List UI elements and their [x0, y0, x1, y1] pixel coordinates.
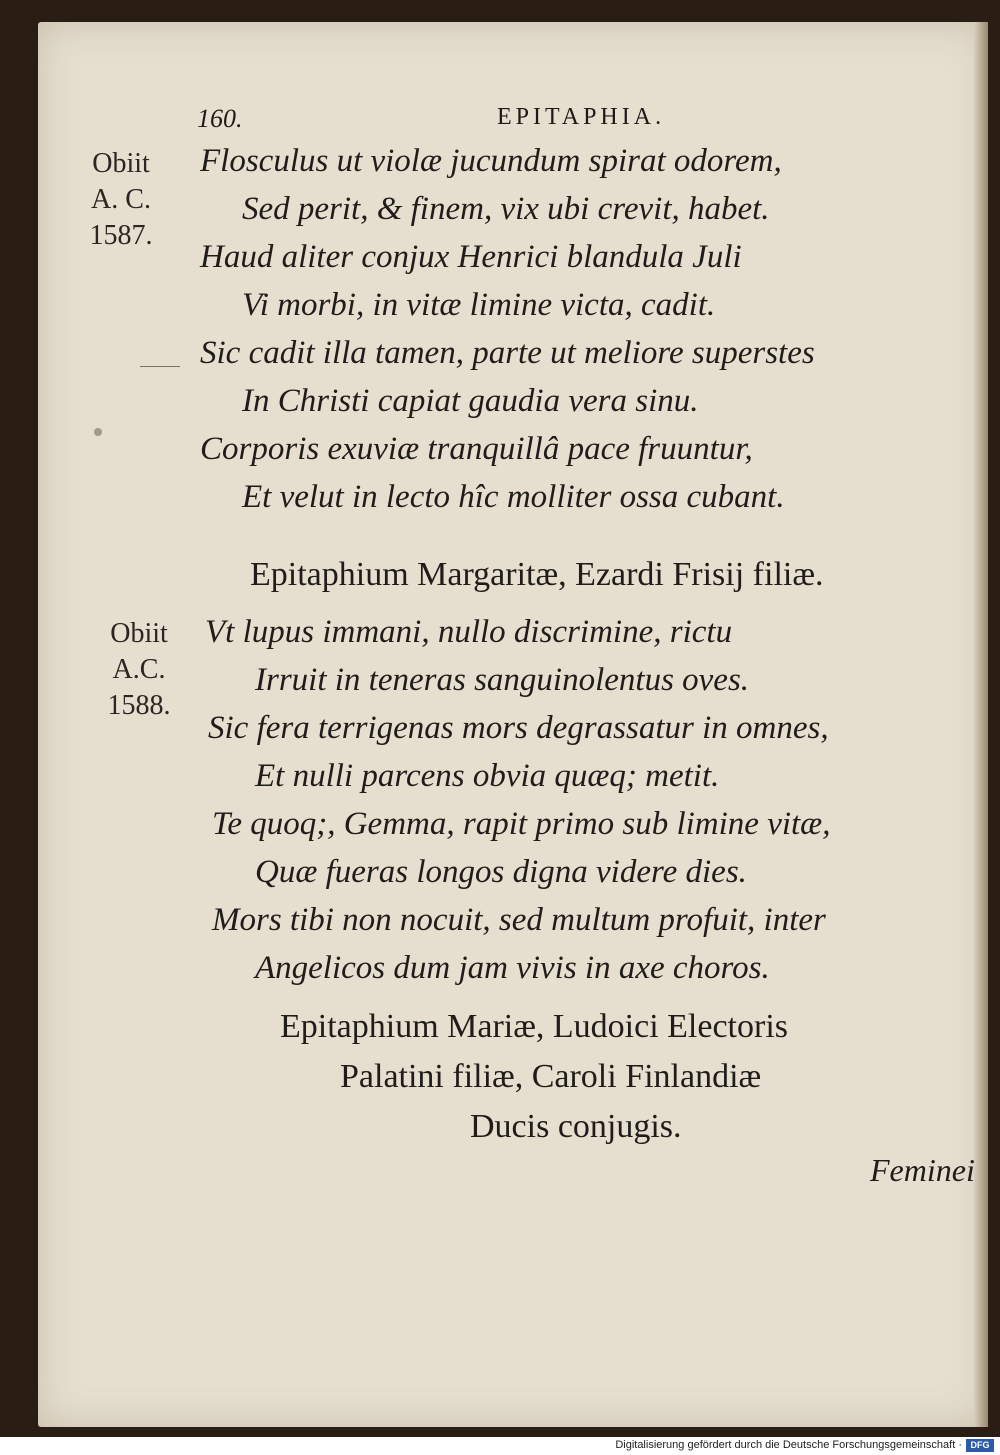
page-number: 160.: [197, 104, 243, 133]
epitaph-heading: Palatini filiæ, Caroli Finlandiæ: [340, 1058, 762, 1095]
margin-note-line: 1588.: [107, 690, 171, 721]
dfg-logo-icon: DFG: [966, 1439, 994, 1452]
verse-line: Quæ fueras longos digna videre dies.: [255, 854, 747, 890]
verse-line: Mors tibi non nocuit, sed multum profuit, inter: [212, 902, 826, 938]
margin-note-line: Obiit: [110, 618, 168, 649]
verse-line: Angelicos dum jam vivis in axe choros.: [255, 950, 770, 986]
verse-line: Flosculus ut violæ jucundum spirat odorem,: [200, 143, 782, 179]
margin-note-line: 1587.: [89, 220, 153, 251]
page-spine-edge: [974, 22, 988, 1427]
digitization-footer: [0, 1437, 1000, 1455]
funding-credit: Digitalisierung gefördert durch die Deutsche Forschungsgemeinschaft ·: [615, 1439, 962, 1451]
verse-line: Te quoq;, Gemma, rapit primo sub limine vitæ,: [212, 806, 831, 842]
margin-note-2: [94, 616, 184, 724]
ink-spot: [94, 428, 102, 436]
margin-stroke: [140, 366, 180, 367]
margin-note-1: [76, 146, 166, 254]
running-title: EPITAPHIA.: [497, 104, 666, 130]
verse-line: Corporis exuviæ tranquillâ pace fruuntur,: [200, 431, 753, 467]
verse-line: In Christi capiat gaudia vera sinu.: [242, 383, 699, 419]
verse-line: Sic fera terrigenas mors degrassatur in omnes,: [208, 710, 829, 746]
margin-note-line: A.C.: [112, 654, 166, 685]
verse-line: Et velut in lecto hîc molliter ossa cubant.: [242, 479, 785, 515]
epitaph-heading: Epitaphium Margaritæ, Ezardi Frisij filiæ.: [250, 556, 824, 593]
verse-line: Vi morbi, in vitæ limine victa, cadit.: [242, 287, 716, 323]
margin-note-line: A. C.: [91, 184, 151, 215]
epitaph-heading: Epitaphium Mariæ, Ludoici Electoris: [280, 1008, 789, 1045]
epitaph-heading: Ducis conjugis.: [470, 1108, 682, 1145]
margin-note-line: Obiit: [92, 148, 150, 179]
verse-line: Haud aliter conjux Henrici blandula Juli: [200, 239, 742, 275]
verse-line: Sed perit, & finem, vix ubi crevit, habet.: [242, 191, 770, 227]
catchword: Feminei: [870, 1152, 975, 1188]
verse-line: Irruit in teneras sanguinolentus oves.: [255, 662, 750, 698]
verse-line: Vt lupus immani, nullo discrimine, rictu: [205, 614, 733, 650]
verse-line: Sic cadit illa tamen, parte ut meliore superstes: [200, 335, 815, 371]
verse-line: Et nulli parcens obvia quæq; metit.: [255, 758, 720, 794]
